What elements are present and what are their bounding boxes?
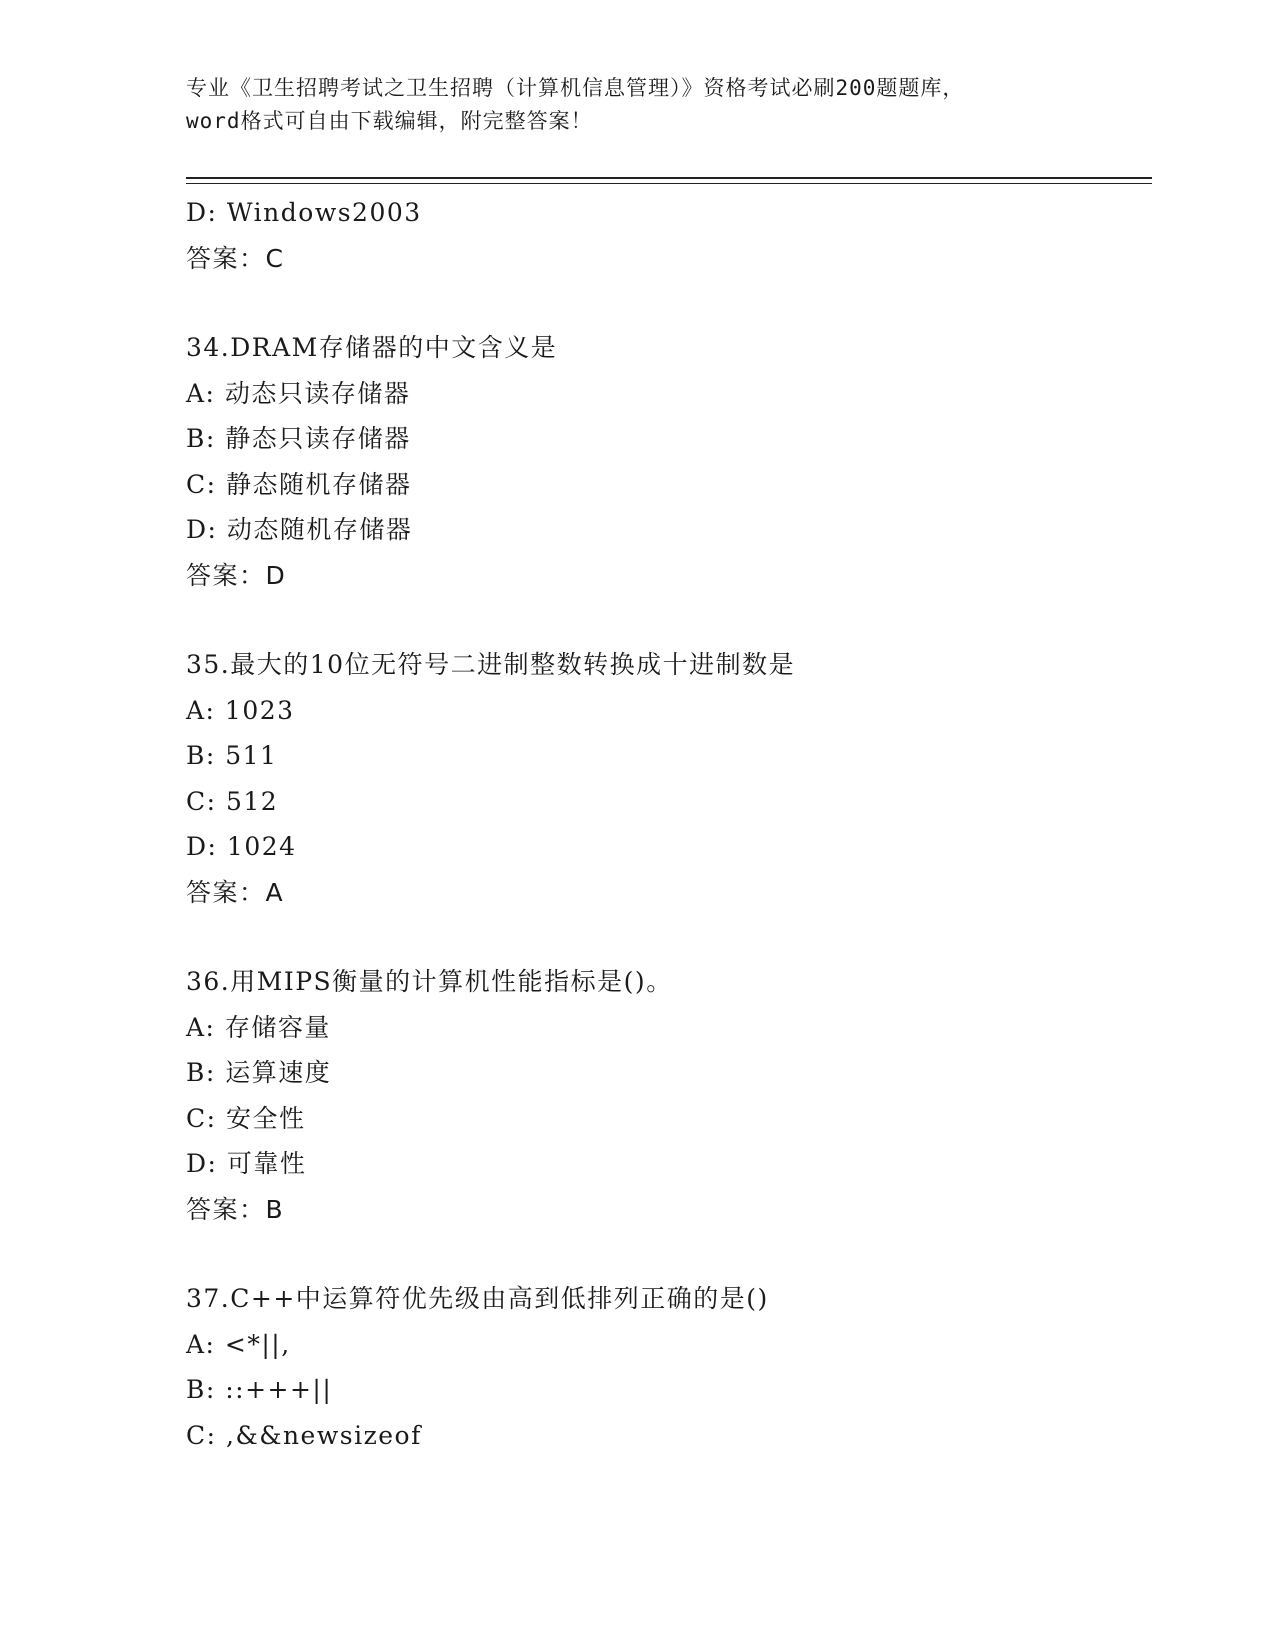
question-34	[186, 325, 1146, 598]
question-36	[186, 959, 1146, 1232]
option-c: C: 静态随机存储器	[186, 469, 412, 499]
option-a: A: 存储容量	[186, 1012, 331, 1042]
question-text: 35.最大的10位无符号二进制整数转换成十进制数是	[186, 650, 796, 679]
question-text: 34.DRAM存储器的中文含义是	[186, 333, 558, 362]
spacer	[186, 1232, 1146, 1276]
header-divider-thin	[186, 183, 1152, 184]
option-b: B: 静态只读存储器	[186, 424, 411, 453]
option-d: D: Windows2003	[186, 198, 422, 227]
question-text: 36.用MIPS衡量的计算机性能指标是()。	[186, 967, 673, 996]
spacer	[186, 598, 1146, 642]
spacer	[186, 281, 1146, 325]
answer: 答案：A	[186, 877, 285, 907]
header-line-2: word格式可自由下载编辑，附完整答案！	[186, 109, 593, 133]
header-line-1: 专业《卫生招聘考试之卫生招聘（计算机信息管理）》资格考试必刷200题题库，	[186, 76, 965, 100]
answer: 答案：C	[186, 243, 285, 273]
option-c: C: 安全性	[186, 1103, 306, 1133]
document-header	[186, 72, 1086, 138]
option-a: A: 动态只读存储器	[186, 378, 411, 408]
question-text: 37.C++中运算符优先级由高到低排列正确的是()	[186, 1284, 769, 1313]
option-b: B: 运算速度	[186, 1058, 332, 1087]
question-35	[186, 642, 1146, 915]
previous-question-tail	[186, 190, 1146, 281]
question-37	[186, 1276, 1146, 1458]
header-divider-thick	[186, 177, 1152, 179]
option-a: A: 1023	[186, 695, 295, 725]
option-d: D: 动态随机存储器	[186, 515, 413, 544]
option-a: A: <*||,	[186, 1329, 291, 1359]
answer: 答案：D	[186, 560, 287, 590]
option-c: C: ,&&newsizeof	[186, 1420, 422, 1450]
option-d: D: 1024	[186, 832, 297, 861]
question-list	[186, 190, 1146, 1458]
spacer	[186, 915, 1146, 959]
option-c: C: 512	[186, 786, 279, 816]
answer: 答案：B	[186, 1194, 285, 1224]
option-b: B: ::+++||	[186, 1375, 333, 1404]
option-d: D: 可靠性	[186, 1149, 307, 1178]
option-b: B: 511	[186, 741, 278, 770]
